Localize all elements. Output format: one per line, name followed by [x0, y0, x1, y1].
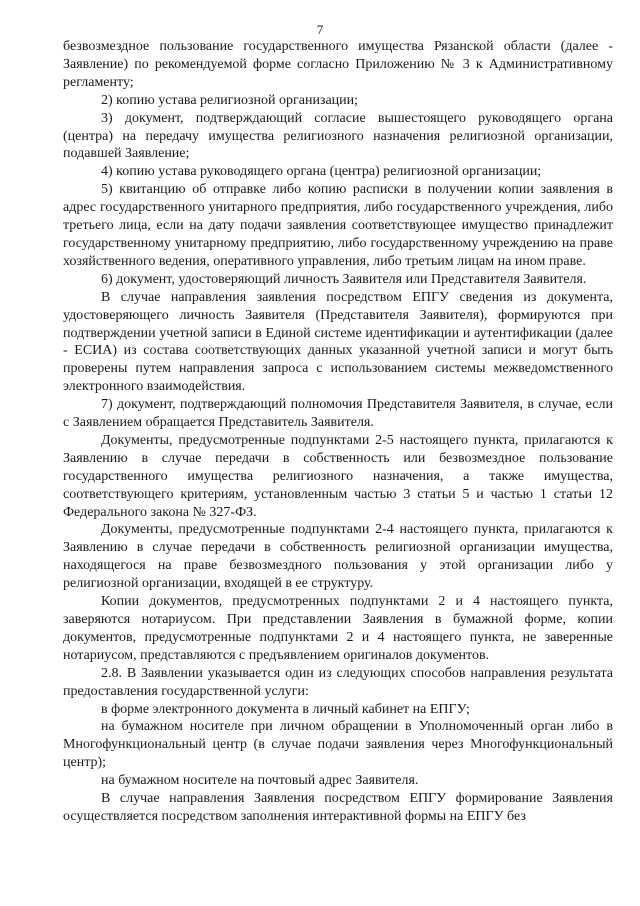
paragraph: 6) документ, удостоверяющий личность Заявителя или Представителя Заявителя.: [101, 271, 587, 287]
paragraph: Документы, предусмотренные подпунктами 2-4 настоящего пункта, прилагаются к Заявлению в случае передачи в собственность религиозной организации имущества, находящегося на праве безвозмездного пользования у этой организации либо у религиозной организации, входящей в ее структуру.: [63, 522, 613, 592]
paragraph: на бумажном носителе при личном обращении в Уполномоченный орган либо в Многофункциональный центр (в случае подачи заявления через Многофункциональный центр);: [63, 719, 613, 771]
paragraph: Документы, предусмотренные подпунктами 2-5 настоящего пункта, прилагаются к Заявлению в случае передачи в собственность или безвозмездное пользование государственного имущества религиозного назначения, а также имущества, соответствующего критериям, установленным частью 3 статьи 5 и частью 1 статьи 12 Федерального закона № 327-ФЗ.: [63, 432, 613, 520]
document-body: [63, 38, 613, 826]
paragraph: В случае направления Заявления посредством ЕПГУ формирование Заявления осуществляется посредством заполнения интерактивной формы на ЕПГУ без: [63, 791, 613, 824]
paragraph: на бумажном носителе на почтовый адрес Заявителя.: [101, 773, 419, 789]
paragraph: в форме электронного документа в личный кабинет на ЕПГУ;: [101, 701, 470, 717]
paragraph: 2.8. В Заявлении указывается один из следующих способов направления результата предоставления государственной услуги:: [63, 665, 613, 699]
paragraph: 4) копию устава руководящего органа (центра) религиозной организации;: [101, 164, 542, 180]
paragraph: 2) копию устава религиозной организации;: [101, 92, 359, 108]
paragraph: Копии документов, предусмотренных подпунктами 2 и 4 настоящего пункта, заверяются нотариусом. При представлении Заявления в бумажной форме, копии документов, предусмотренные подпунктами 2 и 4 настоящего пункта, не заверенные нотариусом, представляются с предъявлением оригиналов документов.: [63, 594, 613, 663]
paragraph: 5) квитанцию об отправке либо копию расписки в получении копии заявления в адрес государственного унитарного предприятия, либо государственного учреждения, либо третьего лица, если на дату подачи заявления соответствующее имущество принадлежит государственному унитарному предприятию, либо государственному учреждению на праве хозяйственного ведения, оперативного управления, либо третьим лицам на ином праве.: [63, 182, 613, 269]
paragraph: 3) документ, подтверждающий согласие вышестоящего руководящего органа (центра) на передачу имущества религиозного назначения религиозной организации, подавшей Заявление;: [63, 110, 613, 162]
page-number: 7: [316, 22, 324, 37]
paragraph: В случае направления заявления посредством ЕПГУ сведения из документа, удостоверяющего личность Заявителя (Представителя Заявителя), формируются при подтверждении учетной записи в Единой системе идентификации и аутентификации (далее - ЕСИА) из состава соответствующих данных указанной учетной записи и могут быть проверены путем направления запроса с использованием системы межведомственного электронного взаимодействия.: [63, 289, 613, 395]
paragraph: безвозмездное пользование государственного имущества Рязанской области (далее - Заявление) по рекомендуемой форме согласно Приложению № 3 к Административному регламенту;: [63, 39, 613, 90]
paragraph: 7) документ, подтверждающий полномочия Представителя Заявителя, в случае, если с Заявлением обращается Представитель Заявителя.: [63, 397, 613, 431]
